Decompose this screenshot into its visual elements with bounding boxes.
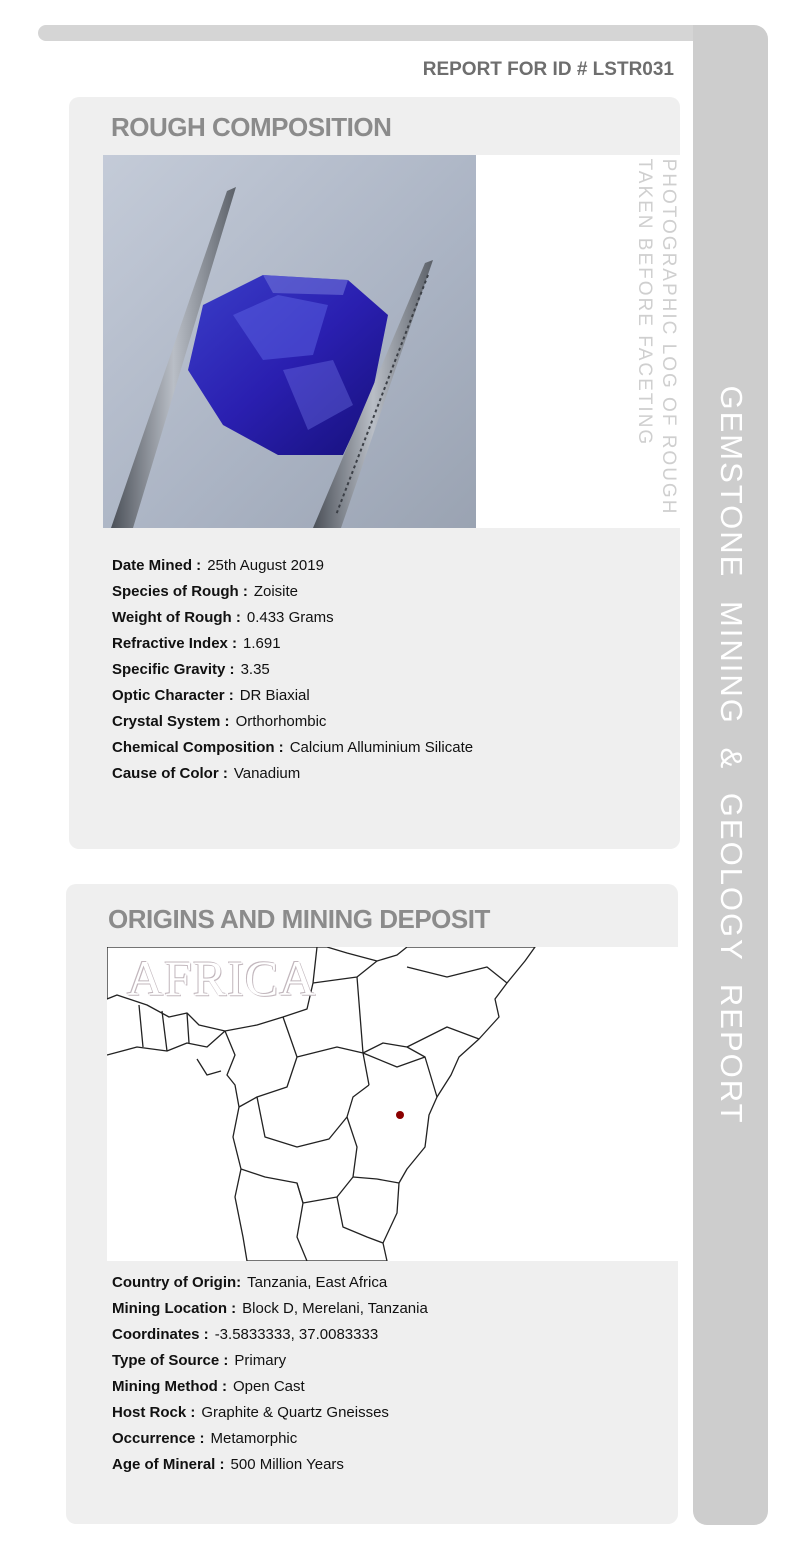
property-label: Mining Location :	[112, 1300, 237, 1317]
property-value: DR Biaxial	[239, 687, 310, 704]
property-value: Block D, Merelani, Tanzania	[242, 1300, 428, 1317]
origin-map	[107, 947, 678, 1261]
property-value: 500 Million Years	[230, 1456, 344, 1473]
property-value: 25th August 2019	[207, 557, 324, 574]
property-label: Cause of Color :	[112, 765, 228, 782]
photo-caption-line2: TAKEN BEFORE FACETING	[634, 158, 655, 447]
map-label: AFRICA	[127, 950, 317, 1006]
property-label: Specific Gravity :	[112, 661, 235, 678]
property-row	[112, 761, 473, 787]
header-bar	[38, 25, 738, 41]
property-label: Country of Origin:	[112, 1274, 242, 1291]
property-label: Age of Mineral :	[112, 1456, 225, 1473]
property-label: Refractive Index :	[112, 635, 238, 652]
property-row	[112, 1348, 428, 1374]
property-label: Coordinates :	[112, 1326, 209, 1343]
property-value: Metamorphic	[210, 1430, 298, 1447]
property-row	[112, 1400, 428, 1426]
origin-properties	[112, 1270, 428, 1478]
property-value: Tanzania, East Africa	[247, 1274, 388, 1291]
side-title-text: GEMSTONE MINING & GEOLOGY REPORT	[714, 385, 749, 1125]
photo-caption-line1: PHOTOGRAPHIC LOG OF ROUGH	[658, 158, 679, 516]
property-row	[112, 631, 473, 657]
report-id: REPORT FOR ID # LSTR031	[422, 59, 674, 80]
property-row	[112, 1452, 428, 1478]
property-label: Optic Character :	[112, 687, 234, 704]
rough-gemstone-photo	[103, 155, 476, 528]
rough-composition-title: ROUGH COMPOSITION	[111, 112, 392, 142]
property-value: Orthorhombic	[235, 713, 327, 730]
property-row	[112, 1296, 428, 1322]
property-value: Zoisite	[253, 583, 299, 600]
property-label: Species of Rough :	[112, 583, 248, 600]
property-label: Type of Source :	[112, 1352, 229, 1369]
property-value: 3.35	[240, 661, 270, 678]
property-row	[112, 709, 473, 735]
property-label: Weight of Rough :	[112, 609, 241, 626]
property-row	[112, 1374, 428, 1400]
property-row	[112, 735, 473, 761]
property-label: Host Rock :	[112, 1404, 196, 1421]
property-row	[112, 1426, 428, 1452]
property-label: Occurrence :	[112, 1430, 205, 1447]
photo-caption-text	[632, 159, 680, 516]
property-label: Chemical Composition :	[112, 739, 284, 756]
property-value: Primary	[234, 1352, 287, 1369]
property-label: Mining Method :	[112, 1378, 227, 1395]
property-row	[112, 1270, 428, 1296]
property-value: Vanadium	[233, 765, 301, 782]
rough-photo-area	[103, 155, 680, 528]
property-row	[112, 1322, 428, 1348]
property-row	[112, 683, 473, 709]
origins-title: ORIGINS AND MINING DEPOSIT	[108, 904, 490, 934]
property-row	[112, 579, 473, 605]
property-row	[112, 657, 473, 683]
property-row	[112, 605, 473, 631]
property-value: Calcium Alluminium Silicate	[289, 739, 474, 756]
property-value: Graphite & Quartz Gneisses	[201, 1404, 389, 1421]
property-value: Open Cast	[232, 1378, 305, 1395]
property-value: 1.691	[243, 635, 281, 652]
property-label: Crystal System :	[112, 713, 230, 730]
mine-location-marker	[396, 1111, 404, 1119]
property-value: -3.5833333, 37.0083333	[214, 1326, 379, 1343]
property-label: Date Mined :	[112, 557, 202, 574]
property-value: 0.433 Grams	[246, 609, 334, 626]
property-row	[112, 553, 473, 579]
rough-properties	[112, 553, 473, 787]
